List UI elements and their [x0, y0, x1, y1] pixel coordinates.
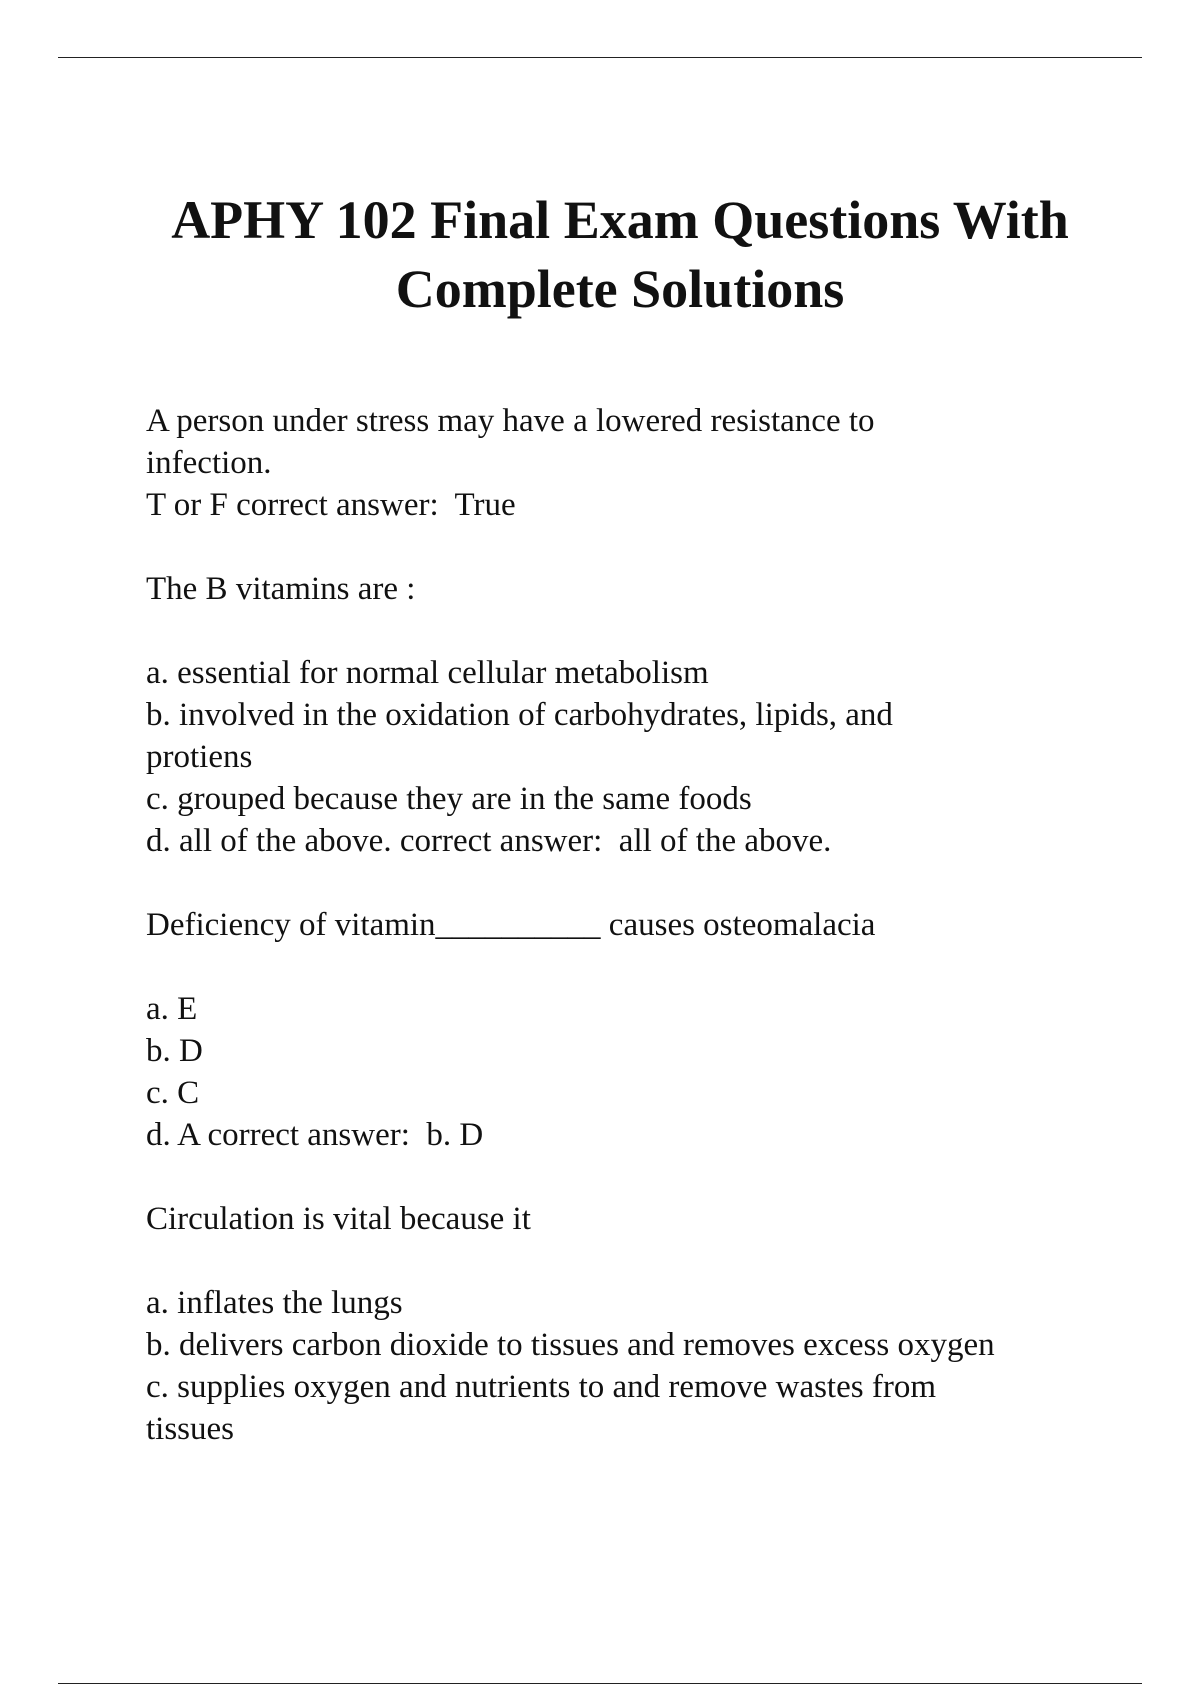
question-1-line-1: A person under stress may have a lowered resistance to	[146, 403, 875, 439]
question-4-option-c: c. supplies oxygen and nutrients to and remove wastes from	[146, 1369, 936, 1405]
question-2-option-d: d. all of the above. correct answer: all of the above.	[146, 823, 832, 859]
question-2-option-b: b. involved in the oxidation of carbohydrates, lipids, and	[146, 697, 893, 733]
bottom-rule	[58, 1683, 1142, 1684]
question-4-stem: Circulation is vital because it	[146, 1201, 531, 1237]
question-3-option-a: a. E	[146, 991, 198, 1027]
question-1	[146, 400, 1146, 526]
question-3-option-c: c. C	[146, 1075, 200, 1111]
question-2-stem: The B vitamins are :	[146, 571, 416, 607]
title-line-1: APHY 102 Final Exam Questions With	[171, 190, 1069, 250]
question-3-option-b: b. D	[146, 1033, 203, 1069]
question-3-option-d: d. A correct answer: b. D	[146, 1117, 484, 1153]
question-2	[146, 568, 1146, 862]
page-title	[100, 186, 1140, 324]
question-2-option-c: c. grouped because they are in the same foods	[146, 781, 752, 817]
question-3	[146, 904, 1146, 1156]
question-1-answer: T or F correct answer: True	[146, 487, 516, 523]
question-3-stem: Deficiency of vitamin__________ causes osteomalacia	[146, 907, 876, 943]
question-4-option-b: b. delivers carbon dioxide to tissues and removes excess oxygen	[146, 1327, 995, 1363]
question-2-option-a: a. essential for normal cellular metabolism	[146, 655, 709, 691]
question-4-option-c-cont: tissues	[146, 1411, 235, 1447]
title-line-2: Complete Solutions	[395, 259, 845, 319]
question-2-option-b-cont: protiens	[146, 739, 253, 775]
question-4	[146, 1198, 1146, 1450]
document-body	[146, 400, 1146, 1450]
top-rule	[58, 57, 1142, 58]
question-4-option-a: a. inflates the lungs	[146, 1285, 403, 1321]
question-1-line-2: infection.	[146, 445, 272, 481]
